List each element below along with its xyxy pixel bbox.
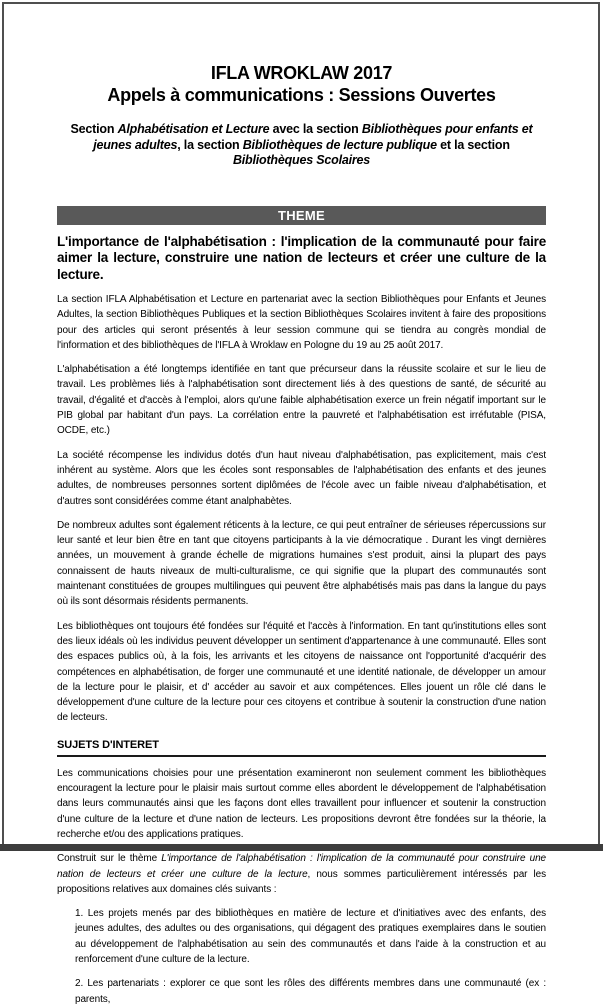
theme-paragraph-4: De nombreux adultes sont également réticents à la lecture, ce qui peut entraîner de sérieuses répercussions sur leur santé et leur bien être en tant que citoyens participants à la vie démocratique . Durant les vingt dernières années, un mouvement à grande échelle de migrations humaines s'est produit, ainsi la plupart des pays connaissent de hauts niveaux de multi-culturalisme, ce qui signifie que la plupart des communautés sont maintenant constituées de groupes multilingues qui peuvent être alphabétisés mais pas dans la langue du pays où ils sont désormais résidents permanents. [57,519,546,608]
list-item-1-text: Les projets menés par des bibliothèques en matière de lecture et d'initiatives avec des enfants, des jeunes adultes, des adultes ou des organisations, qui dégagent des pratiques exemplaires dans le soutien au développement de l'alphabétisation au sein des communautés et dans l'aide à la construction et au renforcement d'une culture de la lecture. [75,908,546,965]
document-title-line2: Appels à communications : Sessions Ouvertes [107,85,496,105]
theme-paragraph-1: La section IFLA Alphabétisation et Lecture en partenariat avec la section Bibliothèques pour Enfants et Jeunes Adultes, la section Bibliothèques Publiques et la section Bibliothèques Scolaires invitent à faire des propositions pour des articles qui seront présentés à leur session commune qui se tiendra au congrès mondial de l'information et des bibliothèques de l'IFLA à Wroklaw en Pologne du 19 au 25 août 2017. [57,294,546,351]
section-subtitle-run-plain: , la section [177,137,243,152]
theme-paragraph-3: La société récompense les individus dotés d'un haut niveau d'alphabétisation, pas explicitement, mais c'est inhérent au système. Alors que les écoles sont responsables de l'alphabétisation des enfants et des jeunes adultes, de nombreuses personnes sortent diplômées de l'école avec un faible niveau d'alphabétisation, et d'autres sont considérées comme étant analphabètes. [57,449,546,507]
list-item-1-number: 1. [75,908,84,920]
section-name-school-libraries: Bibliothèques Scolaires [232,153,371,167]
section-subtitle-run-plain: et la section [436,137,510,152]
theme-banner: THEME [57,206,546,225]
document-title-line1: IFLA WROKLAW 2017 [210,63,393,83]
subjects-theme-run-plain: , nous sommes particulièrement intéressés par les propositions relatives aux domaines clés suivants : [57,868,546,895]
section-subtitle-run-plain: Section [70,122,118,136]
subjects-theme-paragraph [57,851,546,897]
subjects-heading: SUJETS D'INTERET [57,739,546,757]
list-item-2-text: Les partenariats : explorer ce que sont les rôles des différents membres dans une communauté (ex : parents, [75,978,546,1005]
theme-paragraph-2: L'alphabétisation a été longtemps identifiée en tant que précurseur dans la réussite scolaire et sur le lieu de travail. Les problèmes liés à l'alphabétisation sont directement liés à des questions de santé, de sécurité au travail, d'égalité et d'accès à l'emploi, alors qu'une faible alphabétisation exerce un frein négatif important sur le PIB global par habitant d'un pays. La corrélation entre la pauvreté et l'alphabétisation est irréfutable (PISA, OCDE, etc.) [57,364,546,437]
section-name-literacy-reading: Alphabétisation et Lecture [117,122,270,136]
list-item-2 [75,976,546,1007]
section-subtitle-run-plain: avec la section [269,122,362,136]
section-subtitle [57,122,546,169]
subjects-intro-paragraph: Les communications choisies pour une présentation examineront non seulement comment les bibliothèques encouragent la lecture pour le plaisir mais surtout comme elles abordent le développement de l'alphabétisation dans leurs communautés ainsi que les façons dont elles travaillent pour influencer et soutenir la construction d'une culture de la lecture et d'une nation de lecteurs. Les propositions devront être fondées sur la théorie, la recherche et/ou des applications pratiques. [57,767,546,840]
list-item-2-number: 2. [75,978,84,990]
list-item-1 [75,906,546,967]
theme-paragraph-5: Les bibliothèques ont toujours été fondées sur l'équité et l'accès à l'information. En tant qu'institutions elles sont des lieux idéals où les individus peuvent développer un sentiment d'appartenance à une communauté. Elles sont des espaces publics où, à la fois, les arrivants et les citoyens de naissance ont l'opportunité d'acquérir des compétences en alphabétisation, de forger une communauté et une identité nationale, de développer un amour de la lecture pour le plaisir, et d' accéder au savoir et aux compétences. Elles jouent un rôle clé dans le développement d'une culture de la lecture pour ces citoyens et contribue à soutenir la construction d'une nation de lecteurs. [57,620,546,724]
subjects-theme-title-italic: L'importance de l'alphabétisation : l'implication de la communauté pour construire une nation de lecteurs et créer une culture de la lecture [57,853,547,880]
section-name-children-libraries: Bibliothèques pour enfants et jeunes adultes [93,122,533,152]
subjects-theme-run-plain: Construit sur le thème [57,853,162,865]
document-content [57,0,546,1007]
section-name-public-libraries: Bibliothèques de lecture publique [242,137,437,152]
theme-heading: L'importance de l'alphabétisation : l'implication de la communauté pour faire aimer la lecture, construire une nation de lecteurs et créer une culture de la lecture. [57,233,546,282]
